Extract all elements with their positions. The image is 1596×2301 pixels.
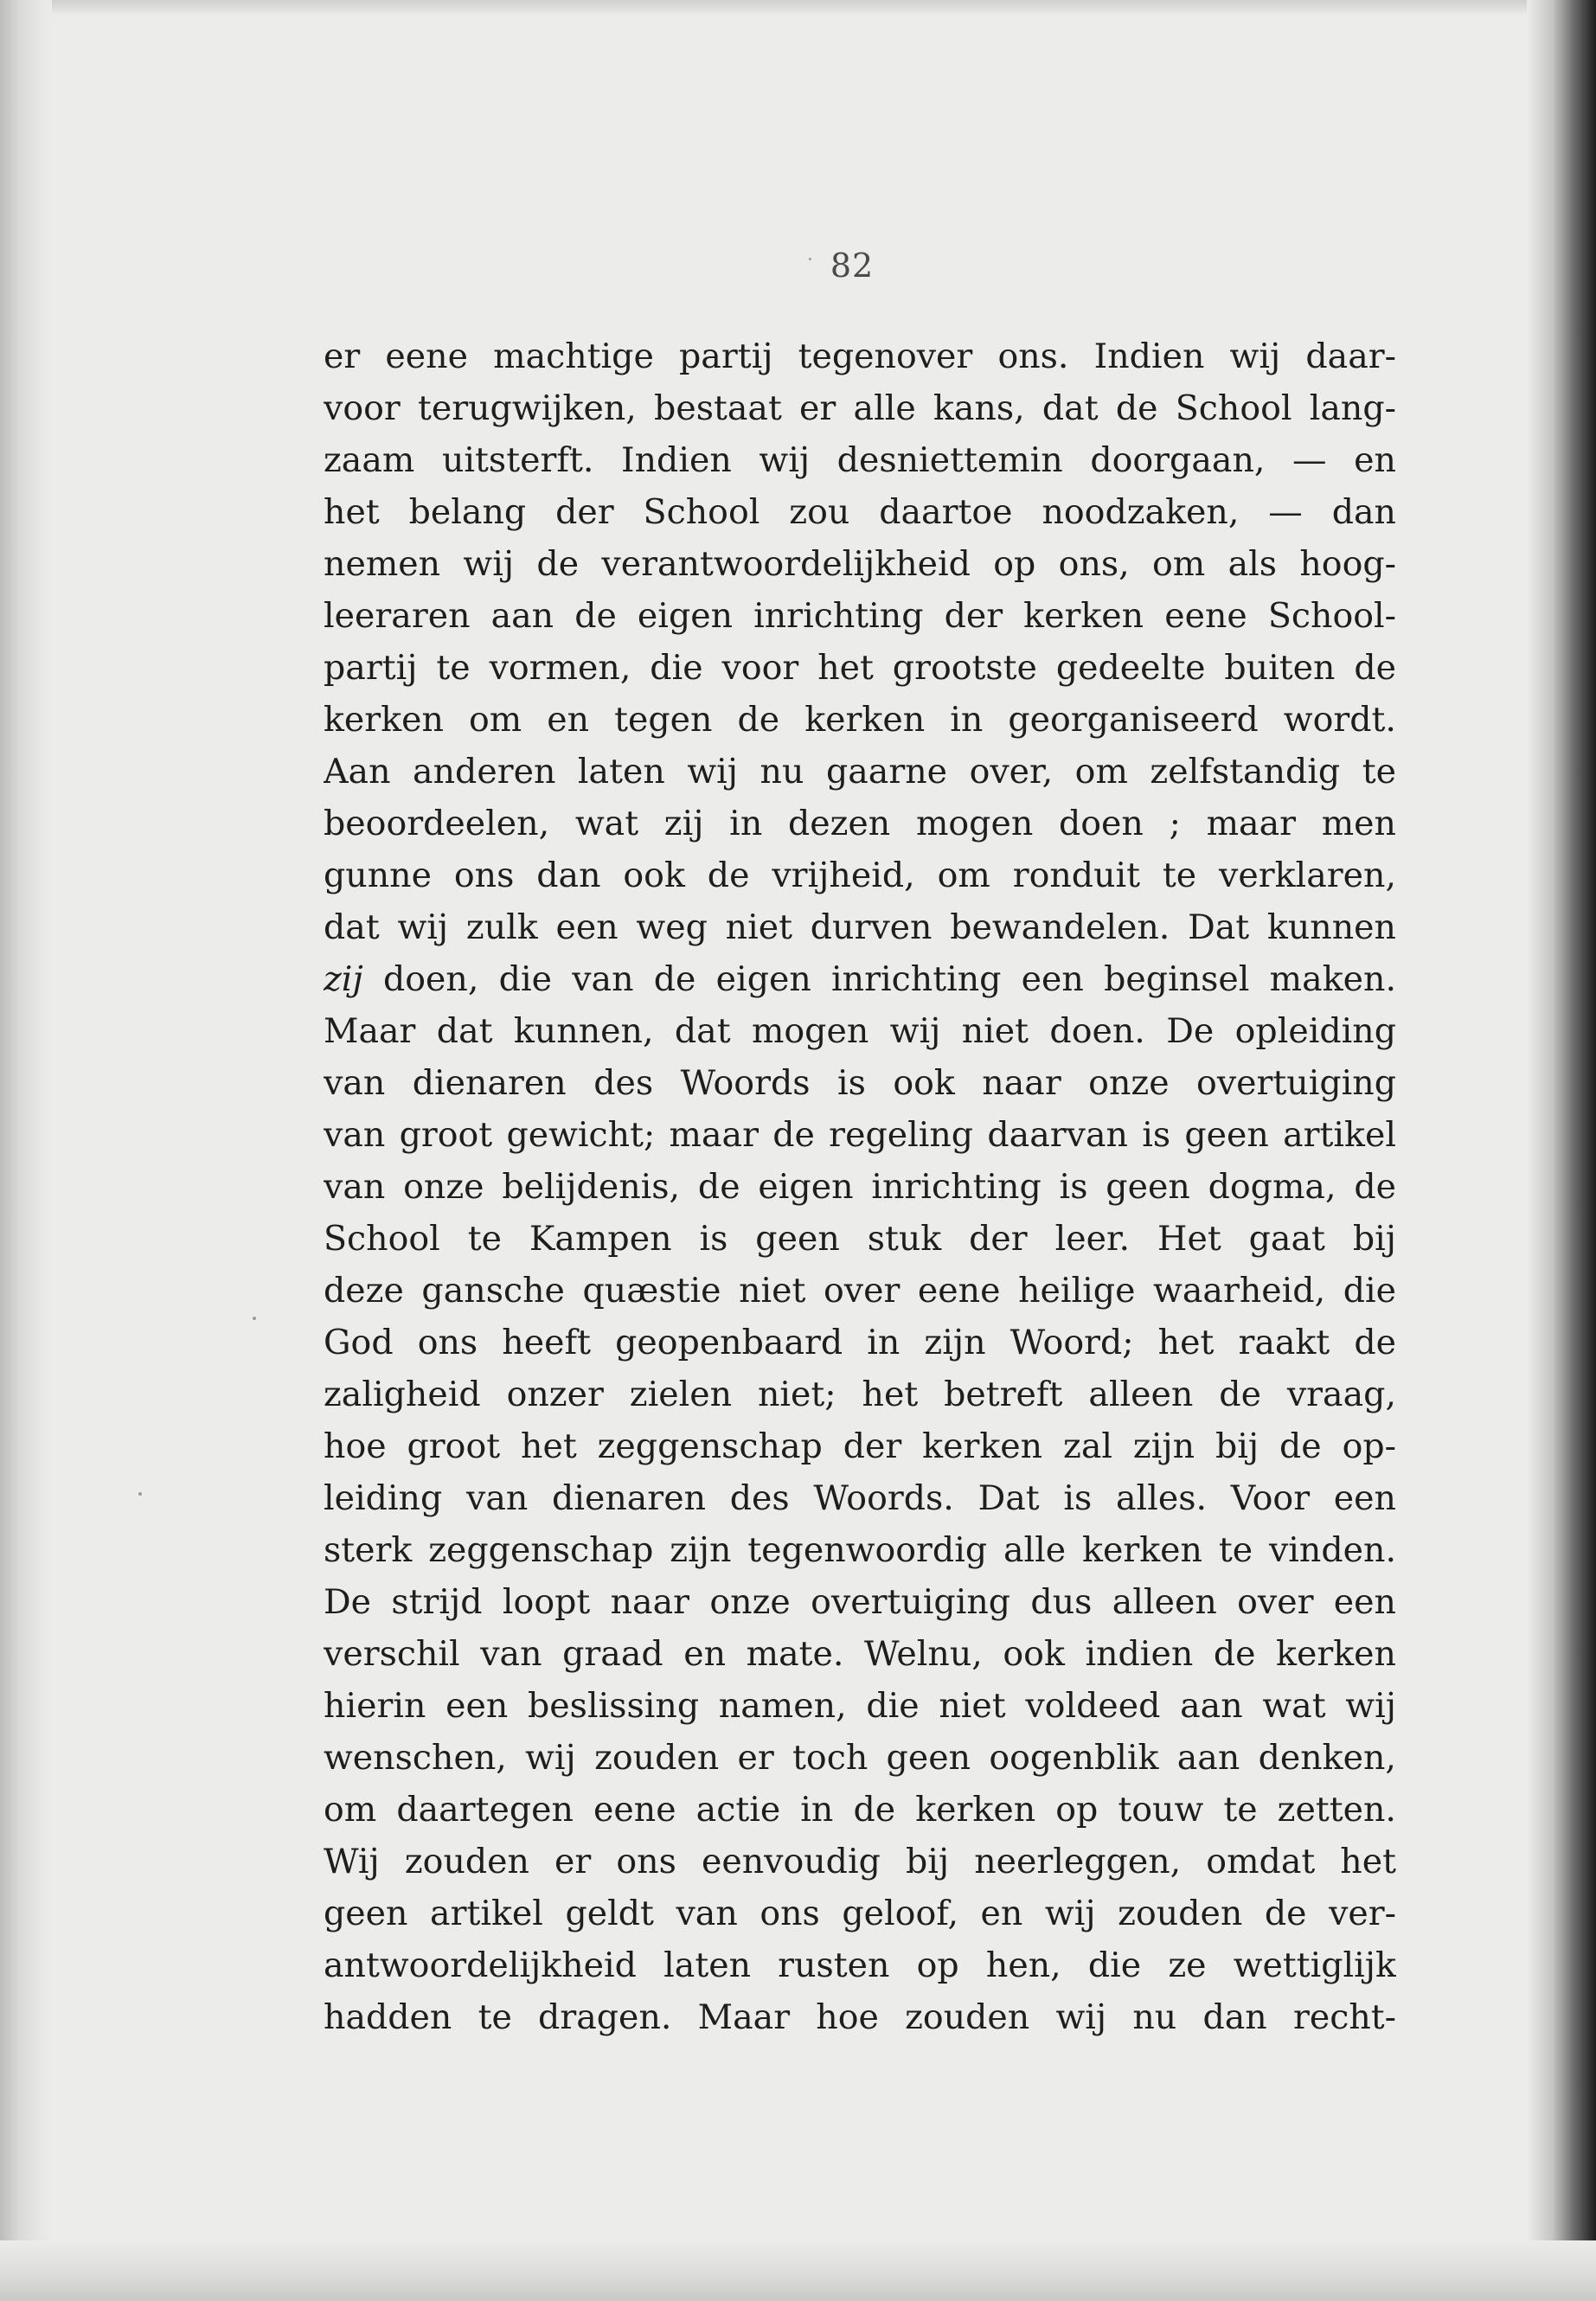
text-line: om daartegen eene actie in de kerken op touw te zetten.	[324, 1790, 1396, 1830]
text-line: zaligheid onzer zielen niet; het betreft alleen de vraag,	[324, 1375, 1396, 1414]
text-line: van dienaren des Woords is ook naar onze overtuiging	[324, 1063, 1396, 1103]
text-line: van onze belijdenis, de eigen inrichting is geen dogma, de	[324, 1167, 1396, 1207]
right-scan-edge	[1527, 0, 1596, 2301]
text-line: voor terugwijken, bestaat er alle kans, dat de School lang-	[324, 388, 1396, 428]
scan-speck	[253, 1317, 256, 1320]
text-line: leiding van dienaren des Woords. Dat is alles. Voor een	[324, 1478, 1396, 1518]
text-line: Aan anderen laten wij nu gaarne over, om zelfstandig te	[324, 752, 1396, 792]
text-line: God ons heeft geopenbaard in zijn Woord; het raakt de	[324, 1323, 1396, 1362]
page-number: 82	[830, 247, 875, 285]
text-line: zij doen, die van de eigen inrichting een beginsel maken.	[324, 959, 1396, 999]
text-line: leeraren aan de eigen inrichting der kerken eene School-	[324, 596, 1396, 636]
text-line: er eene machtige partij tegenover ons. Indien wij daar-	[324, 336, 1396, 376]
text-line: Wij zouden er ons eenvoudig bij neerleggen, omdat het	[324, 1842, 1396, 1881]
text-line: gunne ons dan ook de vrijheid, om ronduit te verklaren,	[324, 856, 1396, 895]
text-line: kerken om en tegen de kerken in georganiseerd wordt.	[324, 700, 1396, 740]
text-line: nemen wij de verantwoordelijkheid op ons, om als hoog-	[324, 544, 1396, 584]
text-line: van groot gewicht; maar de regeling daarvan is geen artikel	[324, 1115, 1396, 1155]
text-line: sterk zeggenschap zijn tegenwoordig alle kerken te vinden.	[324, 1530, 1396, 1570]
text-line: Maar dat kunnen, dat mogen wij niet doen. De opleiding	[324, 1011, 1396, 1051]
scan-speck	[138, 1492, 142, 1496]
left-scan-edge	[0, 0, 52, 2301]
text-line: hadden te dragen. Maar hoe zouden wij nu dan recht-	[324, 1997, 1396, 2037]
bottom-scan-edge	[0, 2240, 1596, 2301]
top-scan-edge	[0, 0, 1596, 16]
emphasis-word: zij	[324, 959, 363, 999]
text-line: De strijd loopt naar onze overtuiging dus alleen over een	[324, 1582, 1396, 1622]
text-line: verschil van graad en mate. Welnu, ook indien de kerken	[324, 1634, 1396, 1674]
text-line: dat wij zulk een weg niet durven bewandelen. Dat kunnen	[324, 907, 1396, 947]
text-line: antwoordelijkheid laten rusten op hen, die ze wettiglijk	[324, 1945, 1396, 1985]
text-line: School te Kampen is geen stuk der leer. Het gaat bij	[324, 1219, 1396, 1259]
text-line: partij te vormen, die voor het grootste gedeelte buiten de	[324, 648, 1396, 688]
body-text	[324, 330, 1396, 2043]
text-line: deze gansche quæstie niet over eene heilige waarheid, die	[324, 1271, 1396, 1311]
text-line: beoordeelen, wat zij in dezen mogen doen ; maar men	[324, 804, 1396, 843]
text-line: hierin een beslissing namen, die niet voldeed aan wat wij	[324, 1686, 1396, 1726]
text-line: geen artikel geldt van ons geloof, en wij zouden de ver-	[324, 1894, 1396, 1933]
text-line: wenschen, wij zouden er toch geen oogenblik aan denken,	[324, 1738, 1396, 1778]
text-line: hoe groot het zeggenschap der kerken zal zijn bij de op-	[324, 1426, 1396, 1466]
text-line: zaam uitsterft. Indien wij desniettemin doorgaan, — en	[324, 440, 1396, 480]
text-line: het belang der School zou daartoe noodzaken, — dan	[324, 492, 1396, 532]
